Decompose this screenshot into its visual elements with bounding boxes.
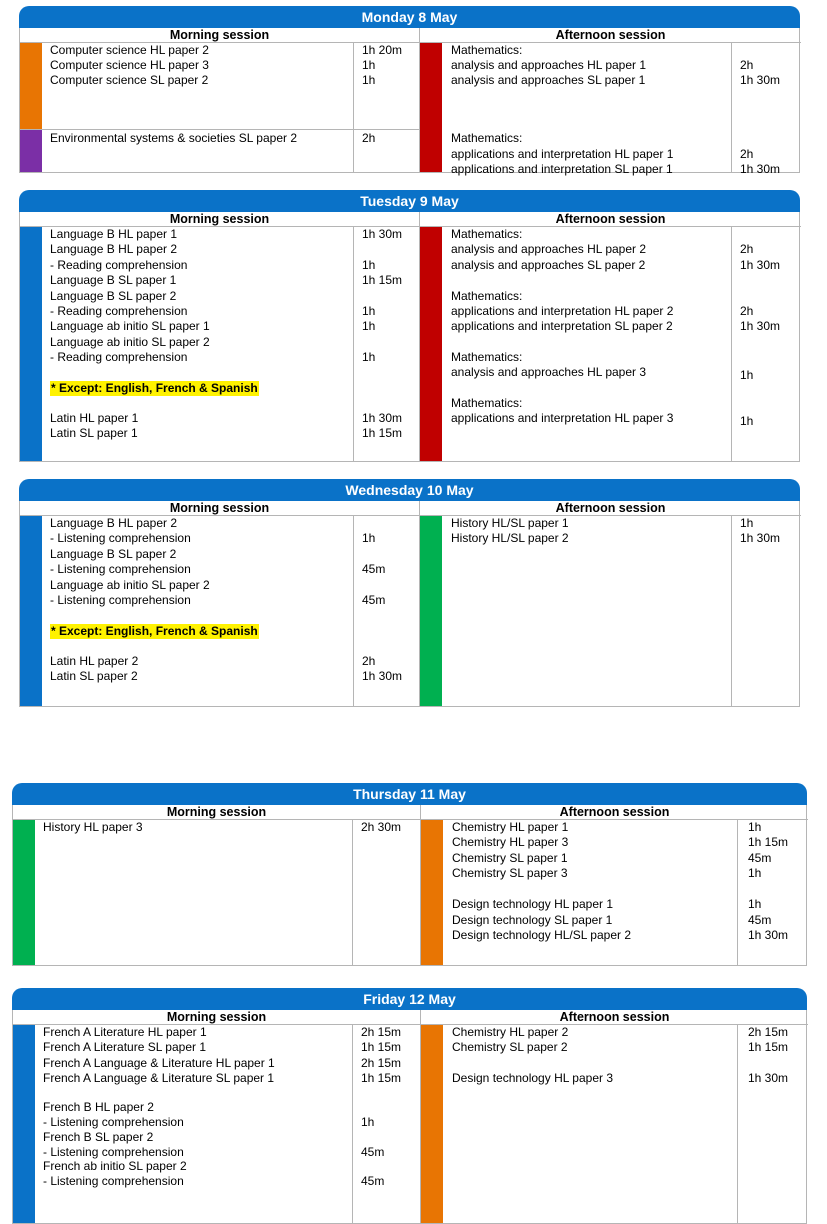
exam-duration: 1h 30m [740,73,781,87]
exam-subject: - Listening comprehension [43,1145,184,1159]
exam-duration: 45m [748,851,772,865]
exam-duration: 45m [361,1145,385,1159]
exam-duration: 1h 15m [748,1040,789,1054]
morning-session-header: Morning session [20,28,419,43]
exam-duration: 1h 15m [362,426,403,440]
exam-subject: French A Language & Literature HL paper 1 [43,1056,275,1070]
exam-duration: 1h 30m [748,928,789,942]
day-title: Friday 12 May [12,988,807,1010]
morning-session-header: Morning session [20,212,419,227]
exam-subject: French B HL paper 2 [43,1100,154,1114]
exam-subject: Design technology SL paper 1 [452,913,613,927]
exam-duration: 1h [362,531,376,545]
exam-subject: Chemistry HL paper 2 [452,1025,569,1039]
exam-duration: 1h [362,304,376,318]
day-table [12,1010,807,1224]
exam-subject: applications and interpretation HL paper 2 [451,304,674,318]
morning-session-header: Morning session [13,805,420,820]
exam-subject: Mathematics: [451,396,523,410]
exam-subject: French A Literature HL paper 1 [43,1025,207,1039]
exam-duration: 1h [362,350,376,364]
exam-subject: analysis and approaches SL paper 2 [451,258,646,272]
exam-subject: French B SL paper 2 [43,1130,154,1144]
day-title: Tuesday 9 May [19,190,800,212]
exam-duration: 2h [740,304,754,318]
exam-duration: 1h 30m [740,531,781,545]
day-wednesday [19,479,800,707]
day-table [12,805,807,966]
exam-duration: 2h [740,147,754,161]
exam-duration: 2h 15m [361,1056,402,1070]
exam-duration: 2h 15m [748,1025,789,1039]
exam-duration: 1h 15m [361,1071,402,1085]
exam-subject: History HL paper 3 [43,820,143,834]
day-table [19,501,800,707]
exam-duration: 1h 30m [740,162,781,176]
afternoon-session-header: Afternoon session [420,28,801,43]
day-monday [19,6,800,176]
exam-duration: 1h 30m [740,319,781,333]
exam-duration: 1h 15m [361,1040,402,1054]
exam-duration: 45m [361,1174,385,1188]
afternoon-session-header: Afternoon session [420,212,801,227]
morning-session-header: Morning session [13,1010,420,1025]
exam-subject: Language ab initio SL paper 2 [50,335,210,349]
exam-subject: analysis and approaches SL paper 1 [451,73,646,87]
morning-session-header: Morning session [20,501,419,516]
exam-duration: 1h [740,368,754,382]
exam-subject: - Listening comprehension [50,531,191,545]
exam-subject: - Reading comprehension [50,304,188,318]
day-thursday [12,783,807,966]
subject-color-bar-red [420,43,442,172]
exam-subject: applications and interpretation SL paper 2 [451,319,673,333]
exam-duration: 1h [361,1115,375,1129]
exam-subject: applications and interpretation HL paper 1 [451,147,674,161]
exam-subject: Chemistry SL paper 1 [452,851,568,865]
exam-duration: 1h 30m [748,1071,789,1085]
exam-subject: Language B SL paper 2 [50,289,177,303]
exam-subject: Mathematics: [451,43,523,57]
subject-color-bar-green [13,820,35,965]
exam-subject: History HL/SL paper 1 [451,516,569,530]
exception-note: * Except: English, French & Spanish [51,624,258,638]
exam-subject: Language B SL paper 1 [50,273,177,287]
exam-subject: French A Literature SL paper 1 [43,1040,206,1054]
day-table [19,212,800,462]
exam-subject: - Reading comprehension [50,350,188,364]
subject-color-bar-purple [20,130,42,172]
exam-duration: 2h [740,58,754,72]
exam-duration: 1h 15m [362,273,403,287]
exam-subject: - Listening comprehension [50,593,191,607]
exam-subject: - Reading comprehension [50,258,188,272]
exam-subject: applications and interpretation HL paper 3 [451,411,674,425]
exam-duration: 1h [362,73,376,87]
exam-subject: Computer science SL paper 2 [50,73,209,87]
exam-duration: 1h 30m [362,411,403,425]
exam-subject: Design technology HL paper 1 [452,897,613,911]
exam-duration: 2h 30m [361,820,402,834]
exam-duration: 1h 15m [748,835,789,849]
exam-subject: Chemistry SL paper 3 [452,866,568,880]
subject-color-bar-orange [20,43,42,129]
exam-subject: Latin HL paper 1 [50,411,139,425]
day-title: Wednesday 10 May [19,479,800,501]
exam-subject: Latin SL paper 1 [50,426,138,440]
exam-duration: 1h [362,258,376,272]
exam-duration: 1h [740,414,754,428]
afternoon-session-header: Afternoon session [421,805,808,820]
exam-subject: French A Language & Literature SL paper 1 [43,1071,275,1085]
exam-subject: Language B SL paper 2 [50,547,177,561]
exam-subject: Computer science HL paper 3 [50,58,209,72]
exam-subject: Language B HL paper 2 [50,242,177,256]
exam-subject: Chemistry SL paper 2 [452,1040,568,1054]
exam-duration: 1h [362,319,376,333]
exam-subject: analysis and approaches HL paper 1 [451,58,647,72]
exam-duration: 1h [748,866,762,880]
exam-subject: Mathematics: [451,131,523,145]
exam-subject: Language B HL paper 1 [50,227,177,241]
day-title: Thursday 11 May [12,783,807,805]
day-friday [12,988,807,1224]
exam-subject: Language B HL paper 2 [50,516,177,530]
exam-duration: 45m [362,593,386,607]
exception-note: * Except: English, French & Spanish [51,381,258,395]
exam-duration: 45m [362,562,386,576]
exam-subject: Latin SL paper 2 [50,669,138,683]
exam-subject: analysis and approaches HL paper 2 [451,242,647,256]
exam-duration: 1h 20m [362,43,403,57]
subject-color-bar-blue [20,227,42,461]
exam-duration: 1h [748,820,762,834]
exam-duration: 45m [748,913,772,927]
subject-color-bar-blue [20,516,42,706]
exam-subject: Design technology HL paper 3 [452,1071,613,1085]
exam-duration: 2h [362,131,376,145]
exam-subject: - Listening comprehension [43,1115,184,1129]
exam-duration: 2h 15m [361,1025,402,1039]
exam-subject: History HL/SL paper 2 [451,531,569,545]
exam-subject: - Listening comprehension [50,562,191,576]
afternoon-session-header: Afternoon session [421,1010,808,1025]
exam-duration: 1h [748,897,762,911]
afternoon-session-header: Afternoon session [420,501,801,516]
subject-color-bar-red [420,227,442,461]
subject-color-bar-orange [421,1025,443,1223]
exam-subject: - Listening comprehension [43,1174,184,1188]
exam-subject: analysis and approaches HL paper 3 [451,365,647,379]
exam-subject: Chemistry HL paper 3 [452,835,569,849]
exam-duration: 2h [362,654,376,668]
exam-duration: 2h [740,242,754,256]
exam-subject: Environmental systems & societies SL paper 2 [50,131,298,145]
exam-duration: 1h 30m [362,669,403,683]
exam-subject: Mathematics: [451,350,523,364]
exam-subject: Language ab initio SL paper 1 [50,319,210,333]
day-tuesday [19,190,800,462]
exam-subject: Mathematics: [451,227,523,241]
day-table [19,28,800,176]
exam-subject: French ab initio SL paper 2 [43,1159,187,1173]
exam-subject: applications and interpretation SL paper 1 [451,162,673,176]
exam-subject: Computer science HL paper 2 [50,43,209,57]
day-title: Monday 8 May [19,6,800,28]
exam-subject: Latin HL paper 2 [50,654,139,668]
exam-subject: Design technology HL/SL paper 2 [452,928,632,942]
exam-subject: Mathematics: [451,289,523,303]
exam-duration: 1h 30m [362,227,403,241]
exam-subject: Language ab initio SL paper 2 [50,578,210,592]
exam-duration: 1h [740,516,754,530]
subject-color-bar-blue [13,1025,35,1223]
exam-duration: 1h 30m [740,258,781,272]
exam-duration: 1h [362,58,376,72]
exam-subject: Chemistry HL paper 1 [452,820,569,834]
subject-color-bar-orange [421,820,443,965]
subject-color-bar-green [420,516,442,706]
